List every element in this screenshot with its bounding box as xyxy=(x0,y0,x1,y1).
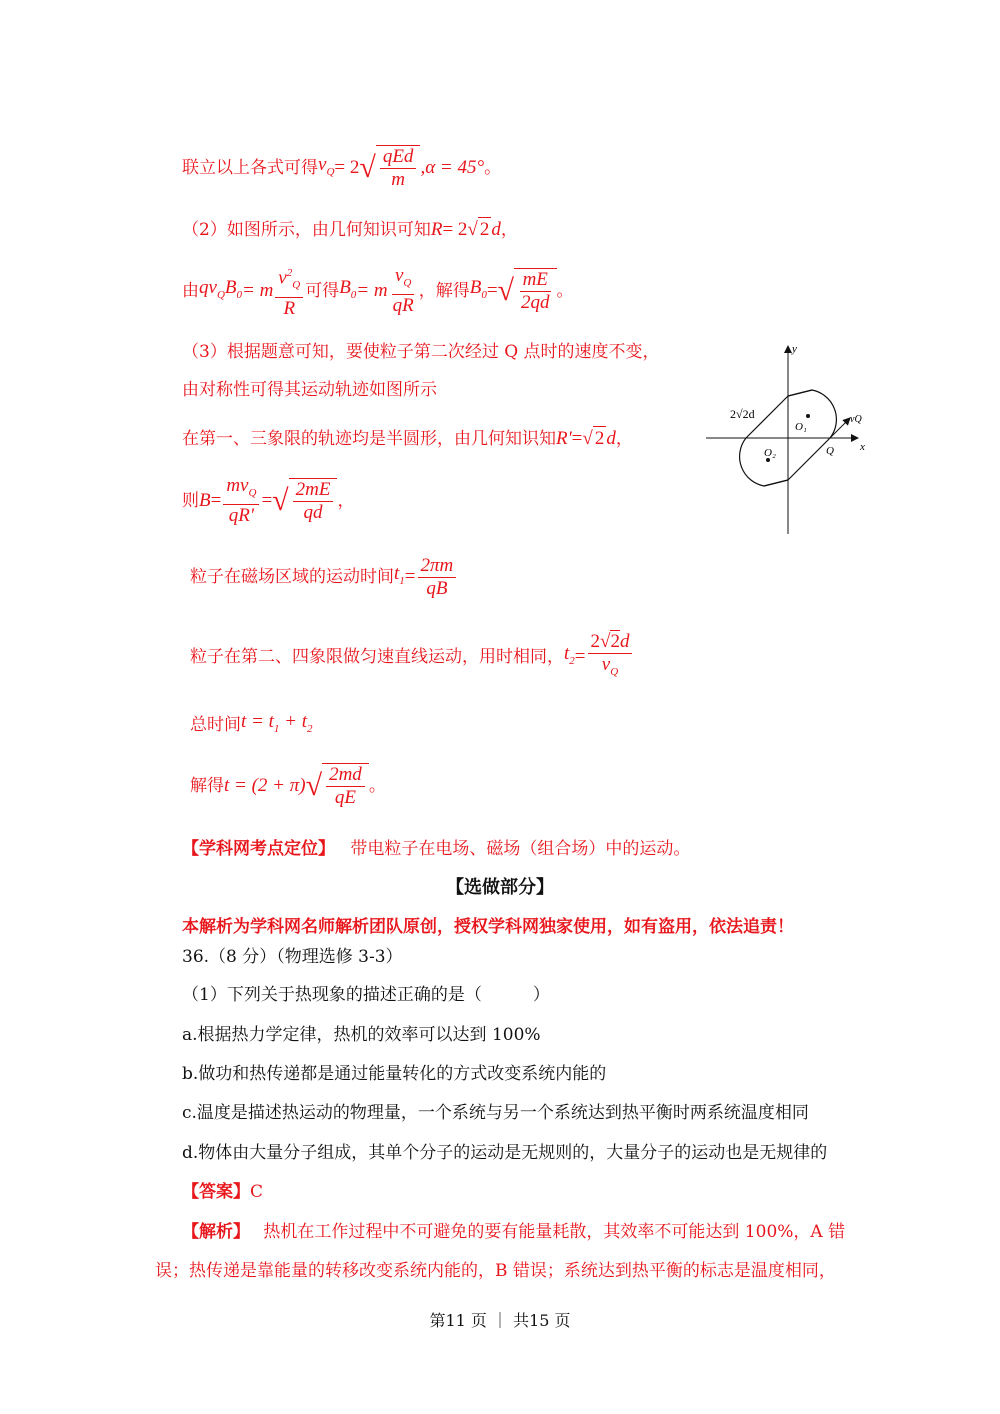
analysis-text-1: 热机在工作过程中不可避免的要有能量耗散，其效率不可能达到 100%，A 错 xyxy=(263,1222,846,1242)
sqrt: √ $\frac{2md}{qE}$ xyxy=(306,763,369,809)
answer-value: C xyxy=(250,1182,264,1202)
sqrt: √ $\frac{2mE}{qd}$ xyxy=(272,478,337,524)
text: 总时间 xyxy=(190,715,241,736)
fraction: $\frac{mv_Q}{qR'}$ xyxy=(223,475,259,527)
text: 可得 xyxy=(305,281,340,301)
math-t1: $t_1$ xyxy=(394,562,405,587)
text: ， xyxy=(337,491,355,511)
text-line-5: 由对称性可得其运动轨迹如图所示 xyxy=(182,380,437,400)
sqrt: √ 2 xyxy=(582,427,605,449)
fraction: $\frac{v_Q}{qR}$ xyxy=(392,265,414,316)
math: $B_0$ xyxy=(469,276,487,301)
question-sub: （1）下列关于热现象的描述正确的是（ ） xyxy=(182,985,550,1005)
equation-line-9 xyxy=(190,630,634,684)
text: 。 xyxy=(484,158,502,178)
math-d: d xyxy=(606,427,616,449)
option-a: a.根据热力学定律，热机的效率可以达到 100% xyxy=(182,1025,541,1045)
math-eq: = m xyxy=(356,280,388,301)
math-eq: = 2 xyxy=(442,218,468,240)
math-expr: t = (2 + π) xyxy=(224,775,306,796)
section-title: 【选做部分】 xyxy=(446,877,554,898)
y-axis-label: y xyxy=(792,343,797,355)
sqrt: √ 2 xyxy=(467,218,490,240)
text: 粒子在磁场区域的运动时间 xyxy=(190,567,394,587)
analysis-label: 【解析】 xyxy=(182,1222,250,1242)
math: $qv_QB_0$ xyxy=(199,276,242,301)
math-eq: = xyxy=(574,646,586,667)
answer-label: 【答案】 xyxy=(182,1182,250,1202)
label-o2: O₂ xyxy=(764,447,776,459)
x-axis-label: x xyxy=(860,441,865,453)
label-q: Q xyxy=(826,445,834,457)
math-alpha: ,α = 45° xyxy=(420,157,485,178)
math-t2: $t_2$ xyxy=(564,642,575,667)
equation-line-11 xyxy=(190,758,386,814)
text: ， xyxy=(500,219,518,240)
fraction: $\frac{2\pi m}{qB}$ xyxy=(418,555,457,600)
text: 在第一、三象限的轨迹均是半圆形，由几何知识知 xyxy=(182,428,556,449)
sqrt: √ $\frac{mE}{2qd}$ xyxy=(498,268,557,314)
page-footer: 第11 页 ｜ 共15 页 xyxy=(429,1311,571,1330)
math-eq: = m xyxy=(242,280,274,301)
tag-label: 【学科网考点定位】 xyxy=(182,839,335,859)
text: 联立以上各式可得 xyxy=(182,158,318,178)
math-eq: = xyxy=(404,566,416,587)
text: 粒子在第二、四象限做匀速直线运动，用时相同， xyxy=(190,647,564,667)
equation-line-1 xyxy=(182,148,501,188)
equation-line-2 xyxy=(182,217,518,242)
math-eq: = xyxy=(261,490,273,511)
center-o1 xyxy=(806,414,810,418)
velocity-arrow xyxy=(830,418,850,438)
math-b: B xyxy=(199,490,211,511)
text: 解得 xyxy=(190,776,224,796)
text: 。 xyxy=(556,281,574,301)
math-eq: = xyxy=(486,280,498,301)
option-c: c.温度是描述热运动的物理量，一个系统与另一个系统达到热平衡时两系统温度相同 xyxy=(182,1103,809,1123)
math-eq: = 2 xyxy=(334,157,360,178)
equation-line-3 xyxy=(182,264,574,318)
equation-line-7 xyxy=(182,474,354,528)
tag-text: 带电粒子在电场、磁场（组合场）中的运动。 xyxy=(350,839,691,859)
fraction: $\frac{v^2_Q}{R}$ xyxy=(275,262,303,319)
math-vq: $v_Q$ xyxy=(318,153,335,178)
label-dist: 2√2d xyxy=(730,407,755,421)
sqrt: √ $\frac{\text{qEd}}{m}$ xyxy=(359,145,420,191)
math-eq: = xyxy=(210,490,222,511)
math-total: $t = t_1 + t_2$ xyxy=(241,711,313,735)
equation-line-6 xyxy=(182,426,633,451)
equation-line-10 xyxy=(190,710,313,741)
trajectory-figure xyxy=(700,338,880,538)
option-b: b.做功和热传递都是通过能量转化的方式改变系统内能的 xyxy=(182,1064,607,1084)
text: 由 xyxy=(182,281,199,301)
math-r: R' xyxy=(556,427,572,449)
text-line-4: （3）根据题意可知，要使粒子第二次经过 Q 点时的速度不变， xyxy=(182,342,660,362)
text: ，解得 xyxy=(418,281,470,301)
math-eq: = xyxy=(571,427,583,449)
text: 。 xyxy=(368,776,386,796)
option-d: d.物体由大量分子组成，其单个分子的运动是无规则的，大量分子的运动也是无规律的 xyxy=(182,1143,828,1163)
equation-line-8 xyxy=(190,550,458,604)
fraction: $\frac{2√2d}{v_Q}$ xyxy=(588,631,633,683)
knowledge-point xyxy=(182,837,690,861)
math-r: R xyxy=(430,218,443,240)
question-title: 36.（8 分）（物理选修 3-3） xyxy=(182,947,403,967)
text: ， xyxy=(615,428,633,449)
text: 则 xyxy=(182,491,199,511)
analysis-line-1 xyxy=(182,1220,845,1244)
math-d: d xyxy=(491,218,501,240)
text: （2）如图所示，由几何知识可知 xyxy=(182,219,431,240)
label-vq: vQ xyxy=(850,414,862,425)
answer xyxy=(182,1180,263,1204)
label-o1: O₁ xyxy=(795,421,807,433)
math: $B_0$ xyxy=(339,276,357,301)
analysis-line-2: 误；热传递是靠能量的转移改变系统内能的，B 错误；系统达到热平衡的标志是温度相同， xyxy=(155,1261,836,1281)
copyright-notice: 本解析为学科网名师解析团队原创，授权学科网独家使用，如有盗用，依法追责！ xyxy=(182,917,794,937)
